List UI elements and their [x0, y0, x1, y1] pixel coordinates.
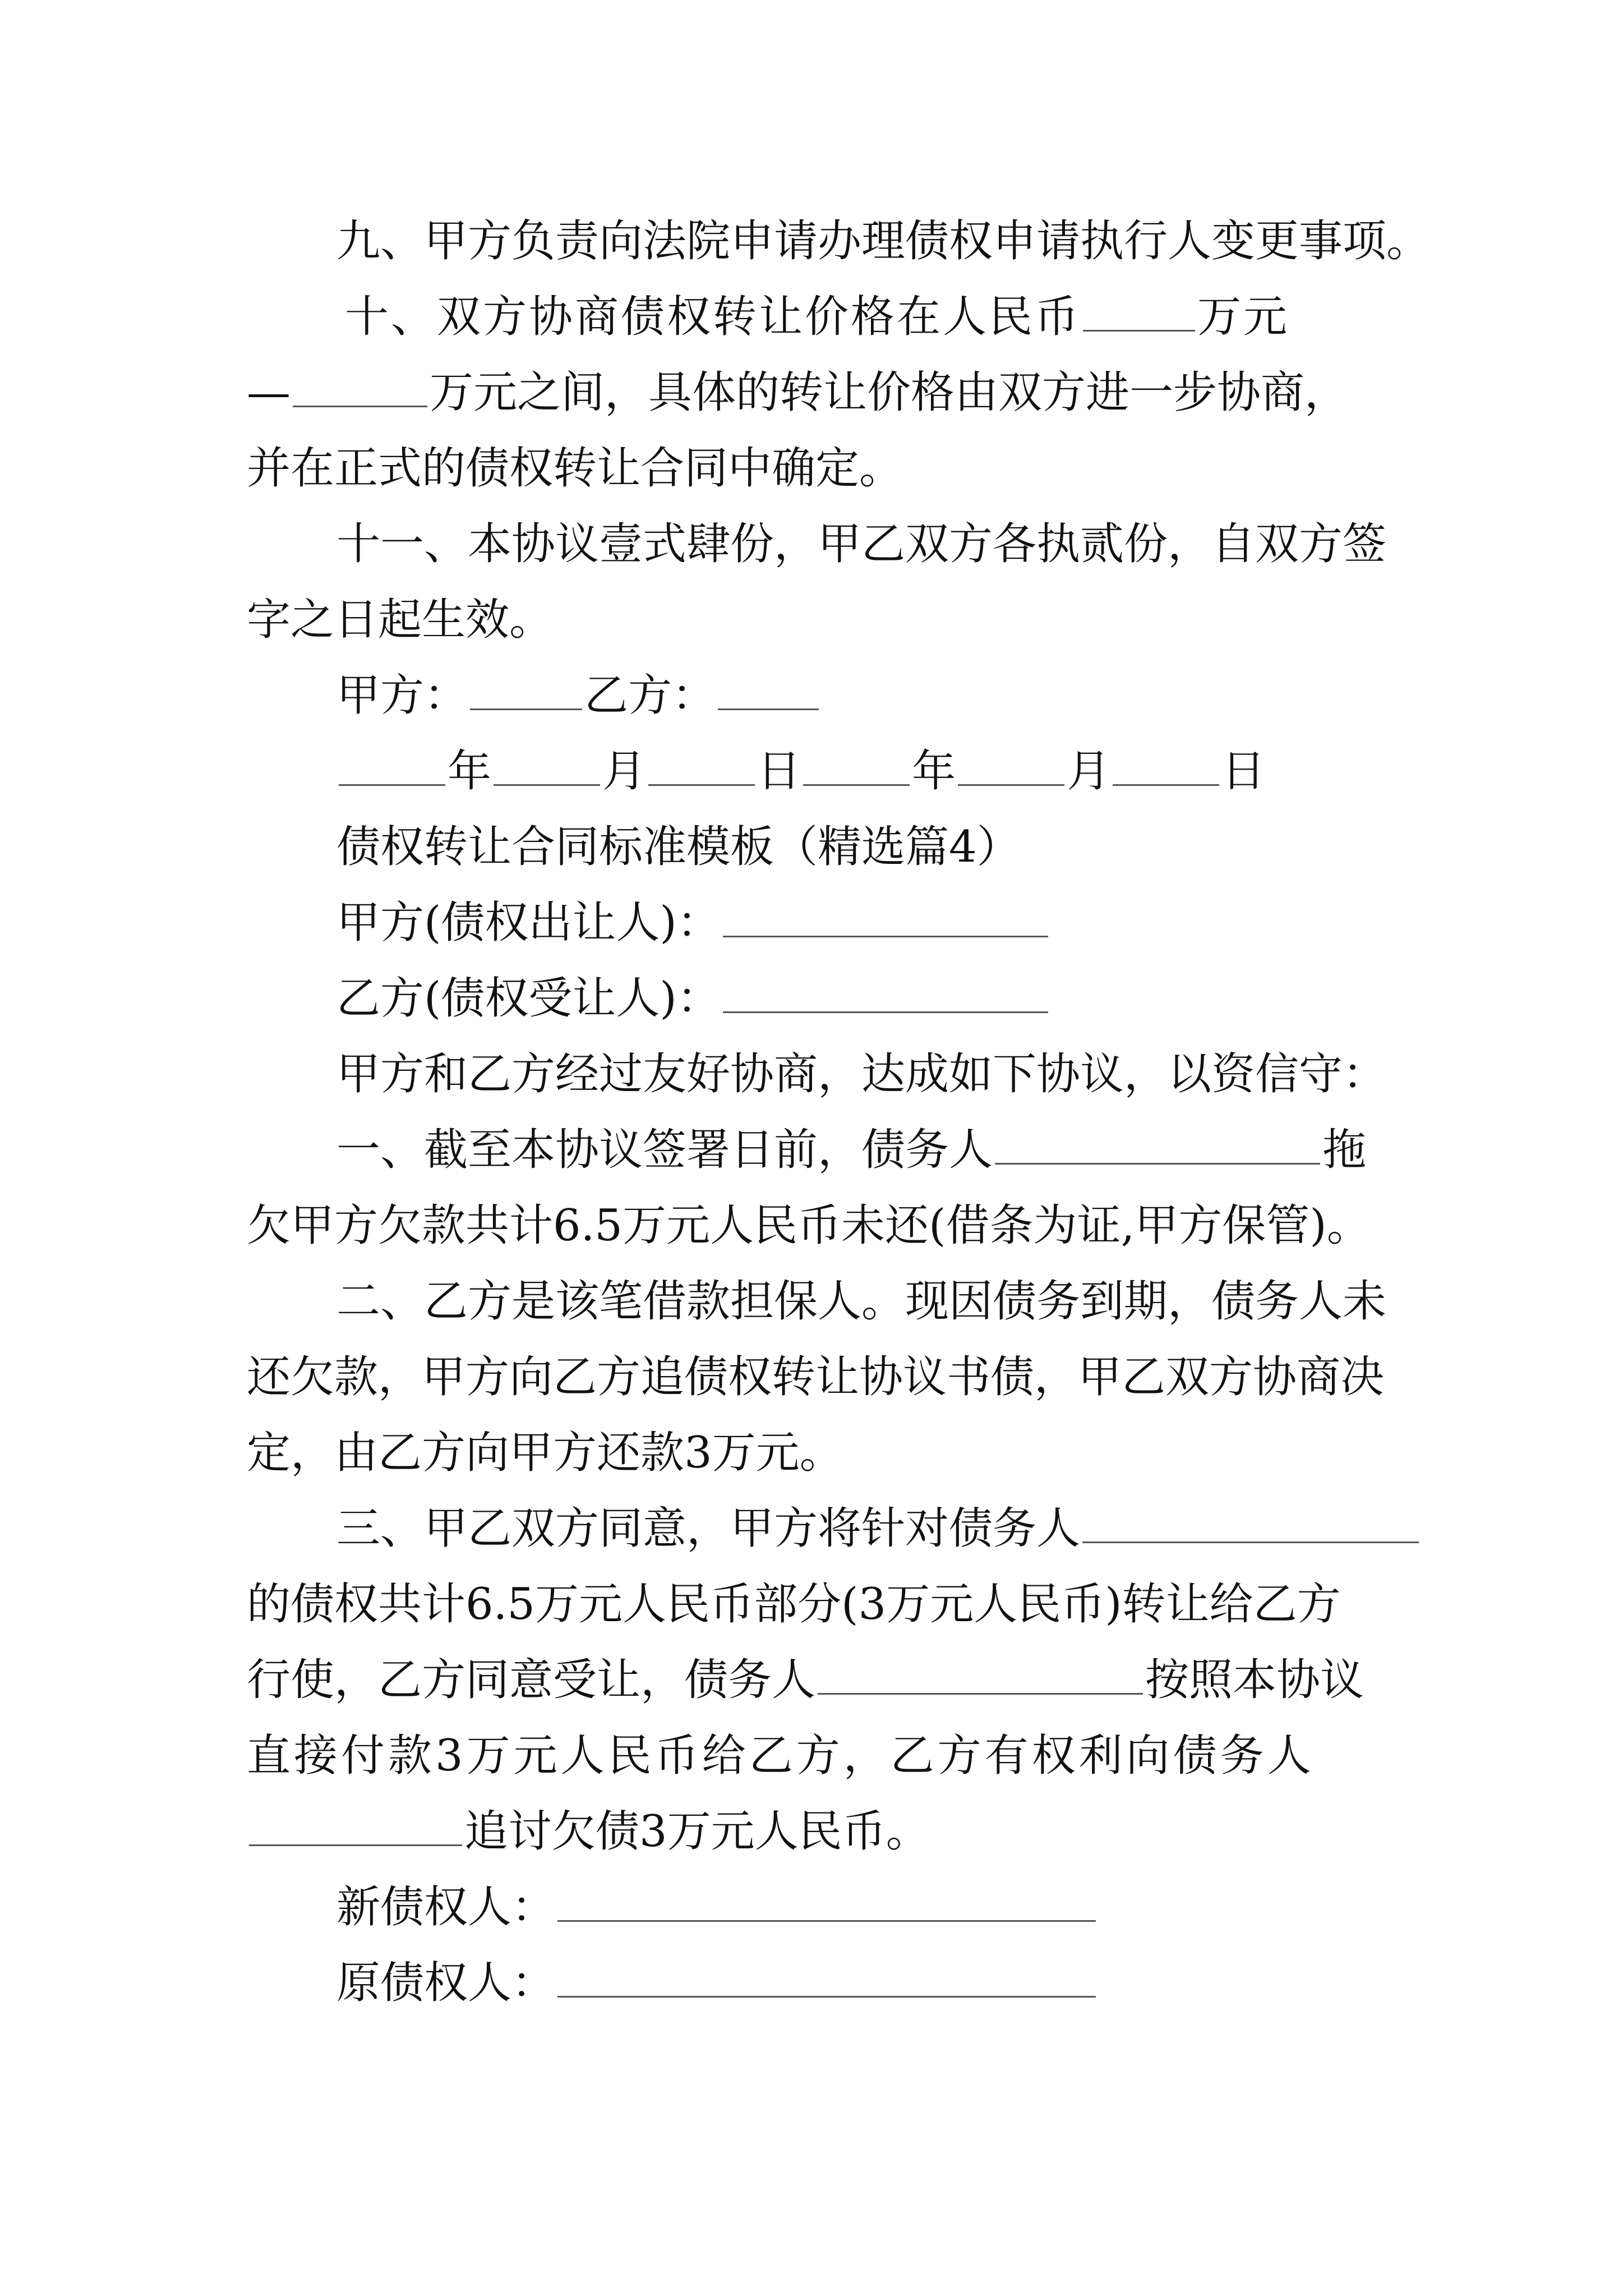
assignor-label: 甲方(债权出让人)：: [336, 898, 721, 948]
price-min-blank[interactable]: [1083, 319, 1195, 332]
day-label: 日: [757, 746, 801, 797]
original-creditor-line: [336, 1949, 1098, 2017]
paragraph-clause-2-cont: [247, 1343, 1384, 1411]
year-blank[interactable]: [339, 773, 445, 786]
party-a-signature-blank[interactable]: [470, 697, 582, 710]
debtor-blank[interactable]: [995, 1152, 1320, 1165]
preamble: [336, 1041, 1386, 1108]
date-line: [336, 738, 1265, 805]
assignee-label: 乙方(债权受让人)：: [336, 973, 721, 1024]
paragraph-clause-9: [336, 208, 1430, 275]
text: 债权转让合同标准模板（精选篇4）: [336, 822, 1021, 872]
year-blank[interactable]: [803, 773, 910, 786]
text: 十一、本协议壹式肆份，甲乙双方各执贰份，自双方签: [336, 519, 1387, 569]
paragraph-clause-3-end: [247, 1798, 930, 1865]
month-label: 月: [1067, 746, 1111, 797]
month-blank[interactable]: [494, 773, 600, 786]
assignee-line: [336, 965, 1050, 1032]
text: 按照本协议: [1145, 1655, 1364, 1705]
paragraph-clause-10: [345, 283, 1289, 351]
new-creditor-blank[interactable]: [557, 1909, 1096, 1922]
debtor-blank[interactable]: [1082, 1530, 1419, 1543]
day-label: 日: [1221, 746, 1266, 797]
text: 二、乙方是该笔借款担保人。现因债务到期，债务人未: [336, 1276, 1387, 1327]
text: 甲方和乙方经过友好协商，达成如下协议，以资信守：: [336, 1049, 1387, 1099]
paragraph-clause-3-cont: [247, 1646, 1364, 1714]
text: 并在正式的债权转让合同中确定。: [247, 443, 903, 494]
new-creditor-line: [336, 1874, 1098, 1941]
year-label: 年: [912, 746, 956, 797]
text: 直接付款3万元人民币给乙方，乙方有权利向债务人: [247, 1731, 1315, 1781]
paragraph-clause-1: [336, 1116, 1366, 1184]
text: 定，由乙方向甲方还款3万元。: [247, 1428, 843, 1478]
party-a-label: 甲方：: [336, 670, 468, 721]
paragraph-clause-10-end: [247, 435, 903, 502]
text: 万元: [1197, 292, 1290, 342]
debtor-blank[interactable]: [249, 1833, 462, 1846]
day-blank[interactable]: [1113, 773, 1219, 786]
party-b-label: 乙方：: [584, 670, 716, 721]
text: 追讨欠债3万元人民币。: [464, 1806, 930, 1857]
assignor-blank[interactable]: [723, 924, 1048, 937]
paragraph-clause-11: [336, 510, 1386, 578]
paragraph-clause-1-cont: [247, 1192, 1371, 1259]
original-creditor-blank[interactable]: [557, 1985, 1096, 1998]
text: 拖: [1322, 1125, 1367, 1175]
assignor-line: [336, 889, 1050, 956]
text: 还欠款，甲方向乙方追债权转让协议书债，甲乙双方协商决: [247, 1352, 1385, 1402]
paragraph-clause-2-end: [247, 1419, 843, 1487]
day-blank[interactable]: [648, 773, 755, 786]
text: 九、甲方负责向法院申请办理债权申请执行人变更事项。: [336, 216, 1431, 266]
new-creditor-label: 新债权人：: [336, 1882, 556, 1932]
text: 的债权共计6.5万元人民币部分(3万元人民币)转让给乙方: [247, 1579, 1341, 1630]
text: —: [247, 367, 291, 418]
section-title: [336, 813, 1021, 881]
text: 十、双方协商债权转让价格在人民币: [345, 292, 1081, 342]
party-b-signature-blank[interactable]: [718, 697, 819, 710]
debtor-blank[interactable]: [818, 1682, 1143, 1695]
paragraph-clause-3-cont: [247, 1722, 1315, 1789]
paragraph-clause-3-cont: [247, 1571, 1341, 1638]
text: 一、截至本协议签署日前，债务人: [336, 1125, 993, 1175]
text: 万元之间，具体的转让价格由双方进一步协商，: [430, 367, 1349, 418]
month-blank[interactable]: [958, 773, 1064, 786]
paragraph-clause-3: [336, 1495, 1421, 1562]
text: 三、甲乙双方同意，甲方将针对债务人: [336, 1503, 1081, 1554]
paragraph-clause-11-end: [247, 586, 553, 654]
text: 行使，乙方同意受让，债务人: [247, 1655, 816, 1705]
paragraph-clause-10-cont: [247, 359, 1348, 426]
signature-line: [336, 662, 821, 729]
paragraph-clause-2: [336, 1268, 1386, 1335]
year-label: 年: [448, 746, 492, 797]
assignee-blank[interactable]: [723, 1000, 1048, 1013]
price-max-blank[interactable]: [293, 394, 427, 407]
text: 字之日起生效。: [247, 595, 554, 645]
text: 欠甲方欠款共计6.5万元人民币未还(借条为证,甲方保管)。: [247, 1200, 1371, 1251]
month-label: 月: [602, 746, 647, 797]
original-creditor-label: 原债权人：: [336, 1958, 556, 2008]
